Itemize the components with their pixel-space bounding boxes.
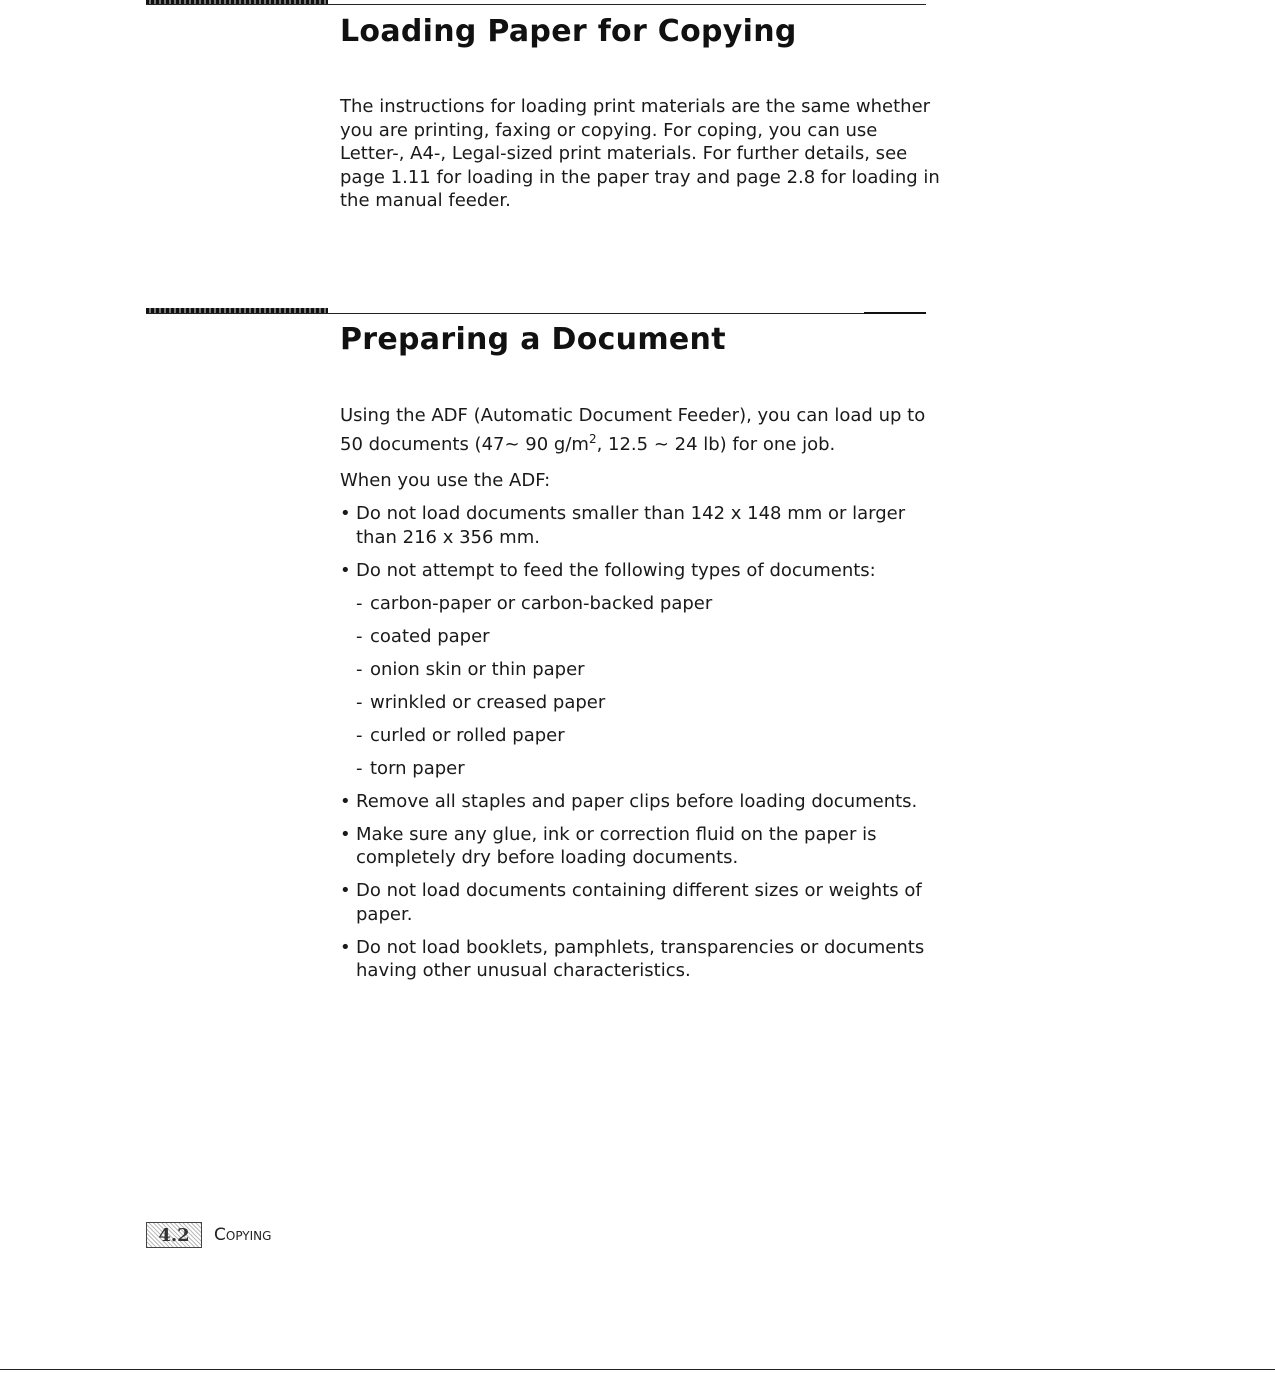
bullet-icon: • — [340, 823, 351, 845]
dash-icon: - — [356, 691, 363, 713]
intro-superscript: 2 — [588, 431, 597, 446]
section-title-preparing-document: Preparing a Document — [340, 322, 726, 357]
bullet-icon: • — [340, 503, 351, 524]
dash-icon: - — [356, 757, 363, 779]
list-item: • Do not attempt to feed the following types of documents: — [340, 559, 876, 581]
sub-list-item: - curled or rolled paper — [356, 724, 565, 746]
page-number-badge: 4.2 — [146, 1222, 202, 1248]
when-using-adf: When you use the ADF: — [340, 470, 551, 491]
bullet-icon: • — [340, 559, 351, 581]
adf-rules-list — [340, 502, 940, 992]
list-item: • Remove all staples and paper clips before loading documents. — [340, 790, 918, 812]
sub-list-item: - onion skin or thin paper — [356, 658, 585, 680]
section-rule-tail-2 — [864, 312, 926, 314]
intro-text-part2: , 12.5 ~ 24 lb) for one job. — [596, 433, 836, 455]
list-item: • Make sure any glue, ink or correction fluid on the paper is completely dry before loading documents. — [340, 823, 877, 868]
dash-icon: - — [356, 724, 363, 746]
section-rule-2 — [146, 313, 926, 314]
list-item: • Do not load documents smaller than 142 x 148 mm or larger than 216 x 356 mm. — [340, 503, 906, 548]
section-body-loading-paper: The instructions for loading print materials are the same whether you are printing, faxing or copying. For coping, you can use Letter-, A4-, Legal-sized print materials. For further details, see page 1.11 for loading in the paper tray and page 2.8 for loading in the manual feeder. — [340, 96, 940, 211]
bullet-icon: • — [340, 936, 351, 958]
section-intro-adf — [340, 404, 940, 456]
list-item: • Do not load booklets, pamphlets, transparencies or documents having other unusual characteristics. — [340, 936, 925, 981]
page-bottom-rule — [0, 1369, 1275, 1370]
section-rule-1 — [146, 4, 926, 5]
footer-section-name: Copying — [214, 1225, 272, 1245]
dash-icon: - — [356, 658, 363, 680]
dash-icon: - — [356, 592, 363, 614]
page-footer — [146, 1222, 271, 1248]
sub-list-item: - torn paper — [356, 757, 465, 779]
intro-text-part1: Using the ADF (Automatic Document Feeder), you can load up to 50 documents (47~ 90 g/m — [340, 405, 926, 455]
sub-list-item: - wrinkled or creased paper — [356, 691, 606, 713]
sub-list-item: - coated paper — [356, 625, 490, 647]
sub-list-item: - carbon-paper or carbon-backed paper — [356, 592, 713, 614]
bullet-icon: • — [340, 880, 351, 901]
bullet-icon: • — [340, 790, 351, 812]
section-title-loading-paper: Loading Paper for Copying — [340, 14, 797, 49]
dash-icon: - — [356, 625, 363, 647]
list-item: • Do not load documents containing different sizes or weights of paper. — [340, 880, 922, 925]
